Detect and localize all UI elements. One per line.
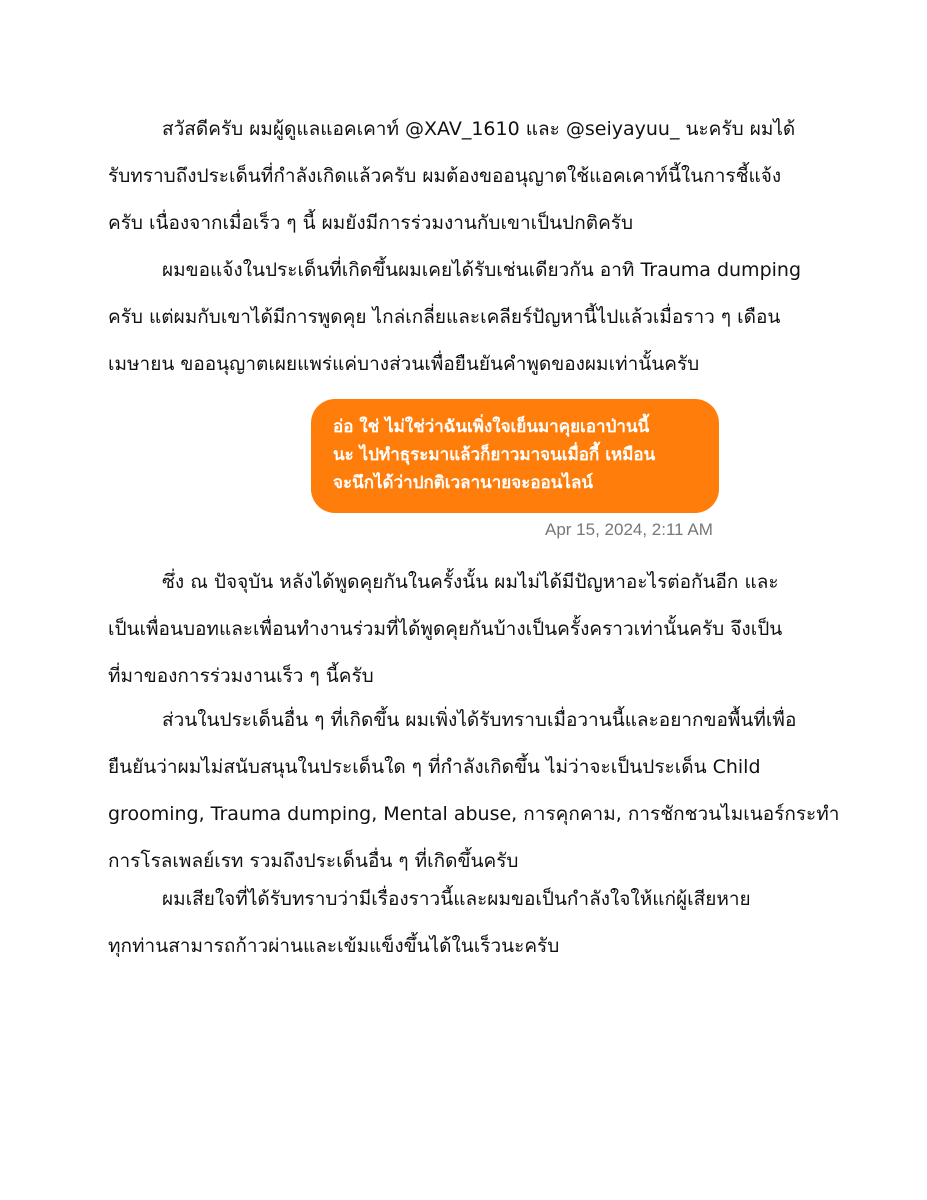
chat-timestamp: Apr 15, 2024, 2:11 AM <box>545 520 713 539</box>
text-line: grooming, Trauma dumping, Mental abuse, การคุกคาม, การชักชวนไมเนอร์กระทำ <box>108 803 840 825</box>
paragraph-closing <box>108 876 820 970</box>
text-line: ผมขอแจ้งในประเด็นที่เกิดขึ้นผมเคยได้รับเช่นเดียวกัน อาทิ Trauma dumping <box>162 259 802 281</box>
chat-message-bubble <box>311 399 719 513</box>
paragraph-greeting <box>108 106 820 247</box>
paragraph-current-status <box>108 559 820 700</box>
paragraph-trauma-dumping <box>108 247 820 388</box>
text-line: ที่มาของการร่วมงานเร็ว ๆ นี้ครับ <box>108 665 374 687</box>
text-line: ยืนยันว่าผมไม่สนับสนุนในประเด็นใด ๆ ที่กำลังเกิดขึ้น ไม่ว่าจะเป็นประเด็น Child <box>108 756 761 778</box>
text-line: ครับ เนื่องจากเมื่อเร็ว ๆ นี้ ผมยังมีการร่วมงานกับเขาเป็นปกติครับ <box>108 212 634 234</box>
chat-message-line: จะนึกได้ว่าปกติเวลานายจะออนไลน์ <box>333 473 593 493</box>
text-line: ครับ แต่ผมกับเขาได้มีการพูดคุย ไกล่เกลี่ยและเคลียร์ปัญหานี้ไปแล้วเมื่อราว ๆ เดือน <box>108 306 781 328</box>
chat-message-line: อ่อ ใช่ ไม่ใช่ว่าฉันเพิ่งใจเย็นมาคุยเอาป่านนี้ <box>333 417 650 437</box>
text-line: ส่วนในประเด็นอื่น ๆ ที่เกิดขึ้น ผมเพิ่งได้รับทราบเมื่อวานนี้และอยากขอพื้นที่เพื่อ <box>162 709 797 731</box>
text-line: ซึ่ง ณ ปัจจุบัน หลังได้พูดคุยกันในครั้งนั้น ผมไม่ได้มีปัญหาอะไรต่อกันอีก และ <box>162 571 779 593</box>
text-line: เมษายน ขออนุญาตเผยแพร่แค่บางส่วนเพื่อยืนยันคำพูดของผมเท่านั้นครับ <box>108 353 700 375</box>
text-line: รับทราบถึงประเด็นที่กำลังเกิดแล้วครับ ผมต้องขออนุญาตใช้แอคเคาท์นี้ในการชี้แจ้ง <box>108 165 782 187</box>
text-line: สวัสดีครับ ผมผู้ดูแลแอคเคาท์ @XAV_1610 และ @seiyayuu_ นะครับ ผมได้ <box>162 118 796 140</box>
chat-message-line: นะ ไปทำธุระมาแล้วก็ยาวมาจนเมื่อกี้ เหมือน <box>333 445 656 465</box>
paragraph-other-issues <box>108 697 840 885</box>
text-line: การโรลเพลย์เรท รวมถึงประเด็นอื่น ๆ ที่เกิดขึ้นครับ <box>108 850 519 872</box>
text-line: เป็นเพื่อนบอทและเพื่อนทำงานร่วมที่ได้พูดคุยกันบ้างเป็นครั้งคราวเท่านั้นครับ จึงเป็น <box>108 618 783 640</box>
text-line: ทุกท่านสามารถก้าวผ่านและเข้มแข็งขึ้นได้ในเร็วนะครับ <box>108 935 560 957</box>
text-line: ผมเสียใจที่ได้รับทราบว่ามีเรื่องราวนี้และผมขอเป็นกำลังใจให้แก่ผู้เสียหาย <box>162 888 751 910</box>
